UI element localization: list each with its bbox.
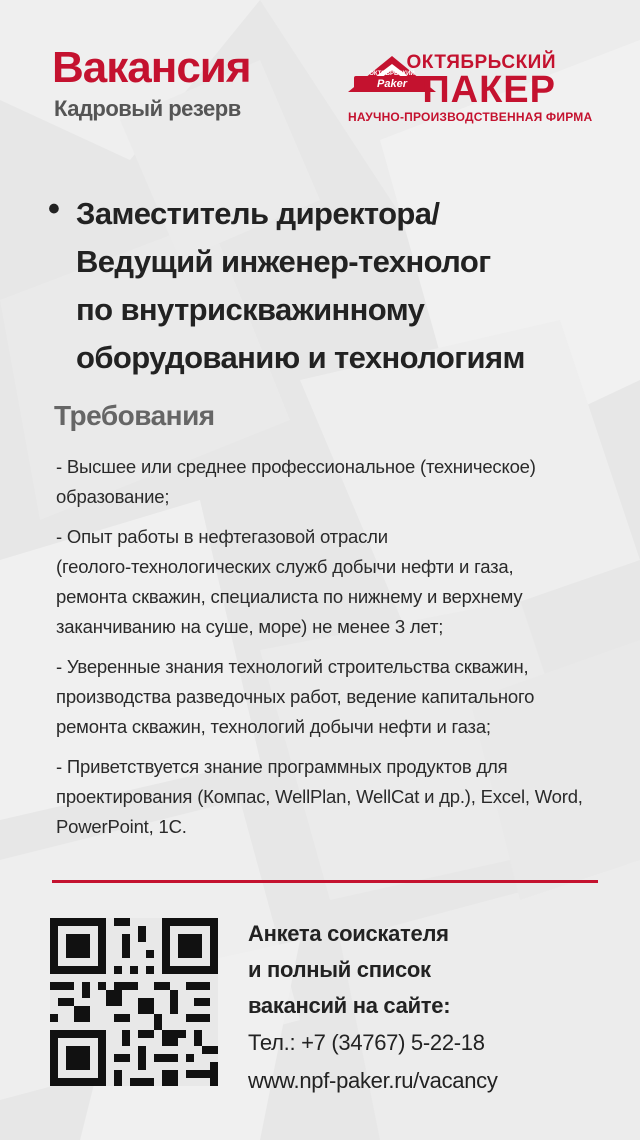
contacts-heading-line: вакансий на сайте: [248, 993, 451, 1018]
requirement-item [56, 522, 616, 642]
page-title: Вакансия [52, 43, 251, 92]
svg-text:ОКТЯБРЬСКИЙ: ОКТЯБРЬСКИЙ [369, 71, 415, 77]
requirement-line: заканчиванию на суше, море) не менее 3 лет; [56, 616, 444, 637]
requirement-line: - Уверенные знания технологий строительства скважин, [56, 656, 529, 677]
requirement-item [56, 452, 616, 512]
position-title [76, 190, 525, 382]
phone-number[interactable]: Тел.: +7 (34767) 5-22-18 [248, 1030, 485, 1055]
requirement-line: ремонта скважин, специалиста по нижнему и верхнему [56, 586, 523, 607]
contacts-block [248, 916, 498, 1100]
requirement-line: - Приветствуется знание программных продуктов для [56, 756, 508, 777]
requirements-list [56, 452, 616, 852]
qr-code-icon[interactable] [50, 918, 218, 1086]
svg-text:Paker: Paker [377, 78, 407, 90]
position-line: по внутрискважинному [76, 292, 425, 327]
requirement-line: образование; [56, 486, 170, 507]
contacts-heading-line: Анкета соискателя [248, 921, 449, 946]
position-line: оборудованию и технологиям [76, 340, 525, 375]
requirements-heading: Требования [54, 400, 215, 431]
requirement-line: ремонта скважин, технологий добычи нефти и газа; [56, 716, 491, 737]
requirement-line: PowerPoint, 1С. [56, 816, 187, 837]
position-line: Ведущий инженер-технолог [76, 244, 491, 279]
position-line: Заместитель директора/ [76, 196, 440, 231]
website-link[interactable]: www.npf-paker.ru/vacancy [248, 1068, 498, 1093]
requirement-line: производства разведочных работ, ведение капитального [56, 686, 535, 707]
requirement-line: проектирования (Компас, WellPlan, WellCat и др.), Excel, Word, [56, 786, 583, 807]
logo-line-2: ПАКЕР [422, 69, 556, 111]
requirement-item [56, 752, 616, 842]
requirement-item [56, 652, 616, 742]
section-divider [52, 880, 598, 883]
contacts-heading-line: и полный список [248, 957, 431, 982]
company-logo [344, 52, 600, 124]
bullet-icon: • [48, 190, 60, 228]
logo-line-1: ОКТЯБРЬСКИЙ [406, 52, 556, 73]
requirement-line: (геолого-технологических служб добычи нефти и газа, [56, 556, 514, 577]
page-subtitle: Кадровый резерв [54, 96, 241, 121]
logo-line-3: НАУЧНО-ПРОИЗВОДСТВЕННАЯ ФИРМА [348, 110, 593, 124]
requirement-line: - Высшее или среднее профессиональное (техническое) [56, 456, 536, 477]
requirement-line: - Опыт работы в нефтегазовой отрасли [56, 526, 388, 547]
